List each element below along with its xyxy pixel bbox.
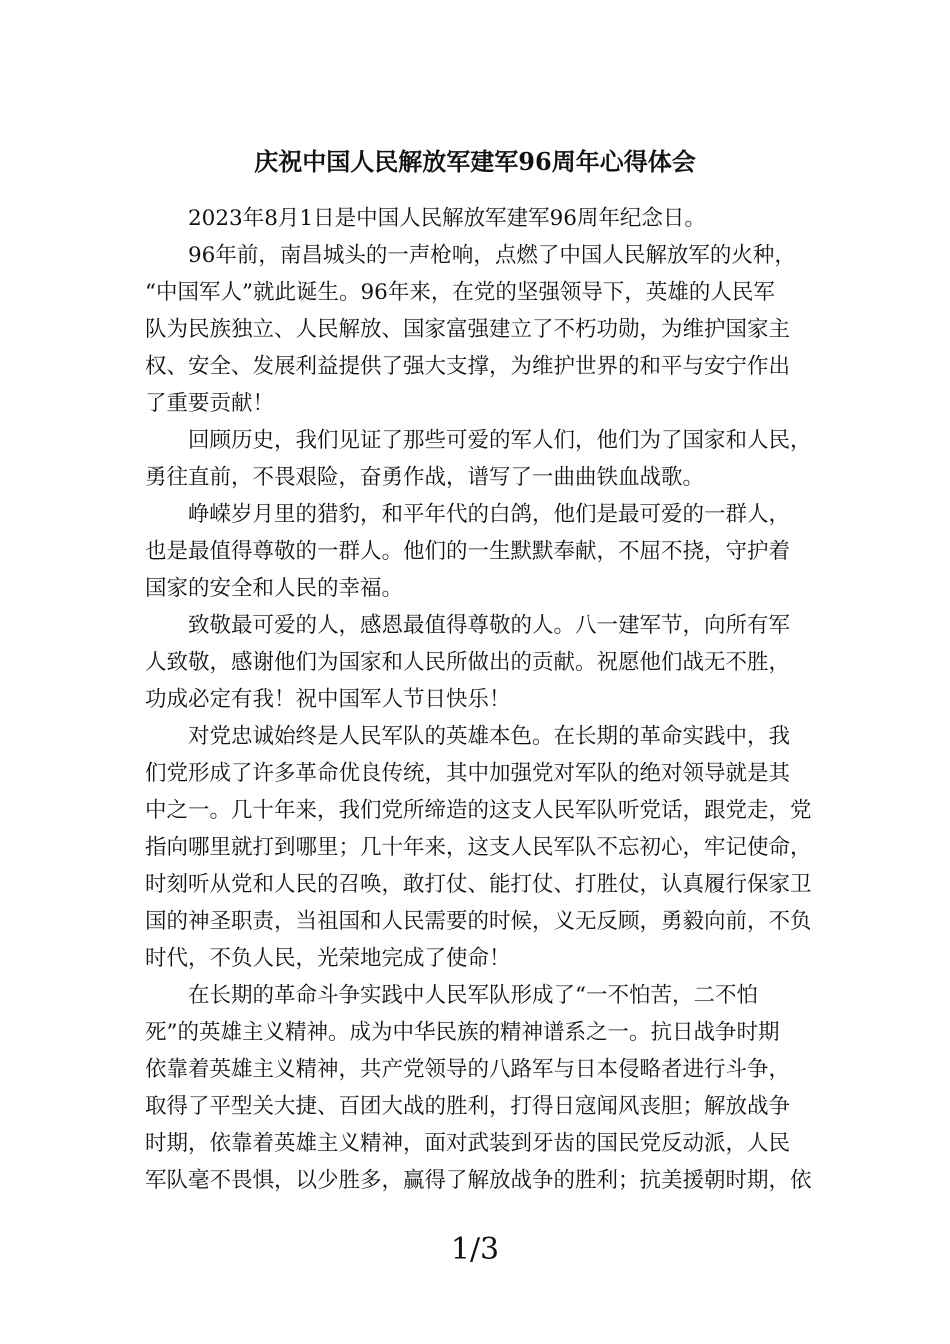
paragraph-line: 人致敬，感谢他们为国家和人民所做出的贡献。祝愿他们战无不胜， <box>145 650 791 675</box>
paragraph-line: 功成必定有我！祝中国军人节日快乐！ <box>145 687 511 712</box>
paragraph-line: 时代，不负人民，光荣地完成了使命！ <box>145 946 511 971</box>
paragraph-line: 们党形成了许多革命优良传统，其中加强党对军队的绝对领导就是其 <box>145 761 791 786</box>
paragraph-4 <box>145 496 807 607</box>
paragraph-line: 时期，依靠着英雄主义精神，面对武装到牙齿的国民党反动派，人民 <box>145 1131 791 1156</box>
paragraph-line: 96年前，南昌城头的一声枪响，点燃了中国人民解放军的火种， <box>188 243 796 268</box>
paragraph-line: 国家的安全和人民的幸福。 <box>145 576 404 601</box>
paragraph-3 <box>145 422 812 496</box>
paragraph-line: 取得了平型关大捷、百团大战的胜利，打得日寇闻风丧胆；解放战争 <box>145 1094 791 1119</box>
paragraph-line: 对党忠诚始终是人民军队的英雄本色。在长期的革命实践中，我 <box>188 724 791 749</box>
paragraph-line: 中之一。几十年来，我们党所缔造的这支人民军队听党话，跟党走，党 <box>145 798 812 823</box>
paragraph-line: 队为民族独立、人民解放、国家富强建立了不朽功勋，为维护国家主 <box>145 317 791 342</box>
paragraph-1 <box>145 200 807 237</box>
paragraph-5 <box>145 607 807 718</box>
paragraph-7 <box>145 977 812 1199</box>
document-body <box>145 200 812 1199</box>
paragraph-line: 军队毫不畏惧，以少胜多，赢得了解放战争的胜利；抗美援朝时期，依 <box>145 1168 812 1193</box>
document-title: 庆祝中国人民解放军建军96周年心得体会 <box>254 147 696 176</box>
paragraph-line: 在长期的革命斗争实践中人民军队形成了“一不怕苦，二不怕 <box>188 983 758 1008</box>
paragraph-line: 2023年8月1日是中国人民解放军建军96周年纪念日。 <box>188 206 706 231</box>
paragraph-line: 了重要贡献！ <box>145 391 275 416</box>
paragraph-line: 权、安全、发展利益提供了强大支撑，为维护世界的和平与安宁作出 <box>145 354 791 379</box>
paragraph-6 <box>145 718 812 977</box>
paragraph-line: 勇往直前，不畏艰险，奋勇作战，谱写了一曲曲铁血战歌。 <box>145 465 705 490</box>
paragraph-line: “中国军人”就此诞生。96年来，在党的坚强领导下，英雄的人民军 <box>145 280 775 305</box>
paragraph-line: 致敬最可爱的人，感恩最值得尊敬的人。八一建军节，向所有军 <box>188 613 791 638</box>
paragraph-line: 回顾历史，我们见证了那些可爱的军人们，他们为了国家和人民， <box>188 428 812 453</box>
paragraph-line: 也是最值得尊敬的一群人。他们的一生默默奉献，不屈不挠，守护着 <box>145 539 791 564</box>
paragraph-line: 死”的英雄主义精神。成为中华民族的精神谱系之一。抗日战争时期 <box>145 1020 780 1045</box>
paragraph-line: 指向哪里就打到哪里；几十年来，这支人民军队不忘初心，牢记使命， <box>145 835 812 860</box>
paragraph-2 <box>145 237 807 422</box>
paragraph-line: 时刻听从党和人民的召唤，敢打仗、能打仗、打胜仗，认真履行保家卫 <box>145 872 812 897</box>
paragraph-line: 依靠着英雄主义精神，共产党领导的八路军与日本侵略者进行斗争， <box>145 1057 791 1082</box>
page-number: 1/3 <box>450 1232 500 1267</box>
paragraph-line: 峥嵘岁月里的猎豹，和平年代的白鸽，他们是最可爱的一群人， <box>188 502 791 527</box>
paragraph-line: 国的神圣职责，当祖国和人民需要的时候，义无反顾，勇毅向前，不负 <box>145 909 812 934</box>
